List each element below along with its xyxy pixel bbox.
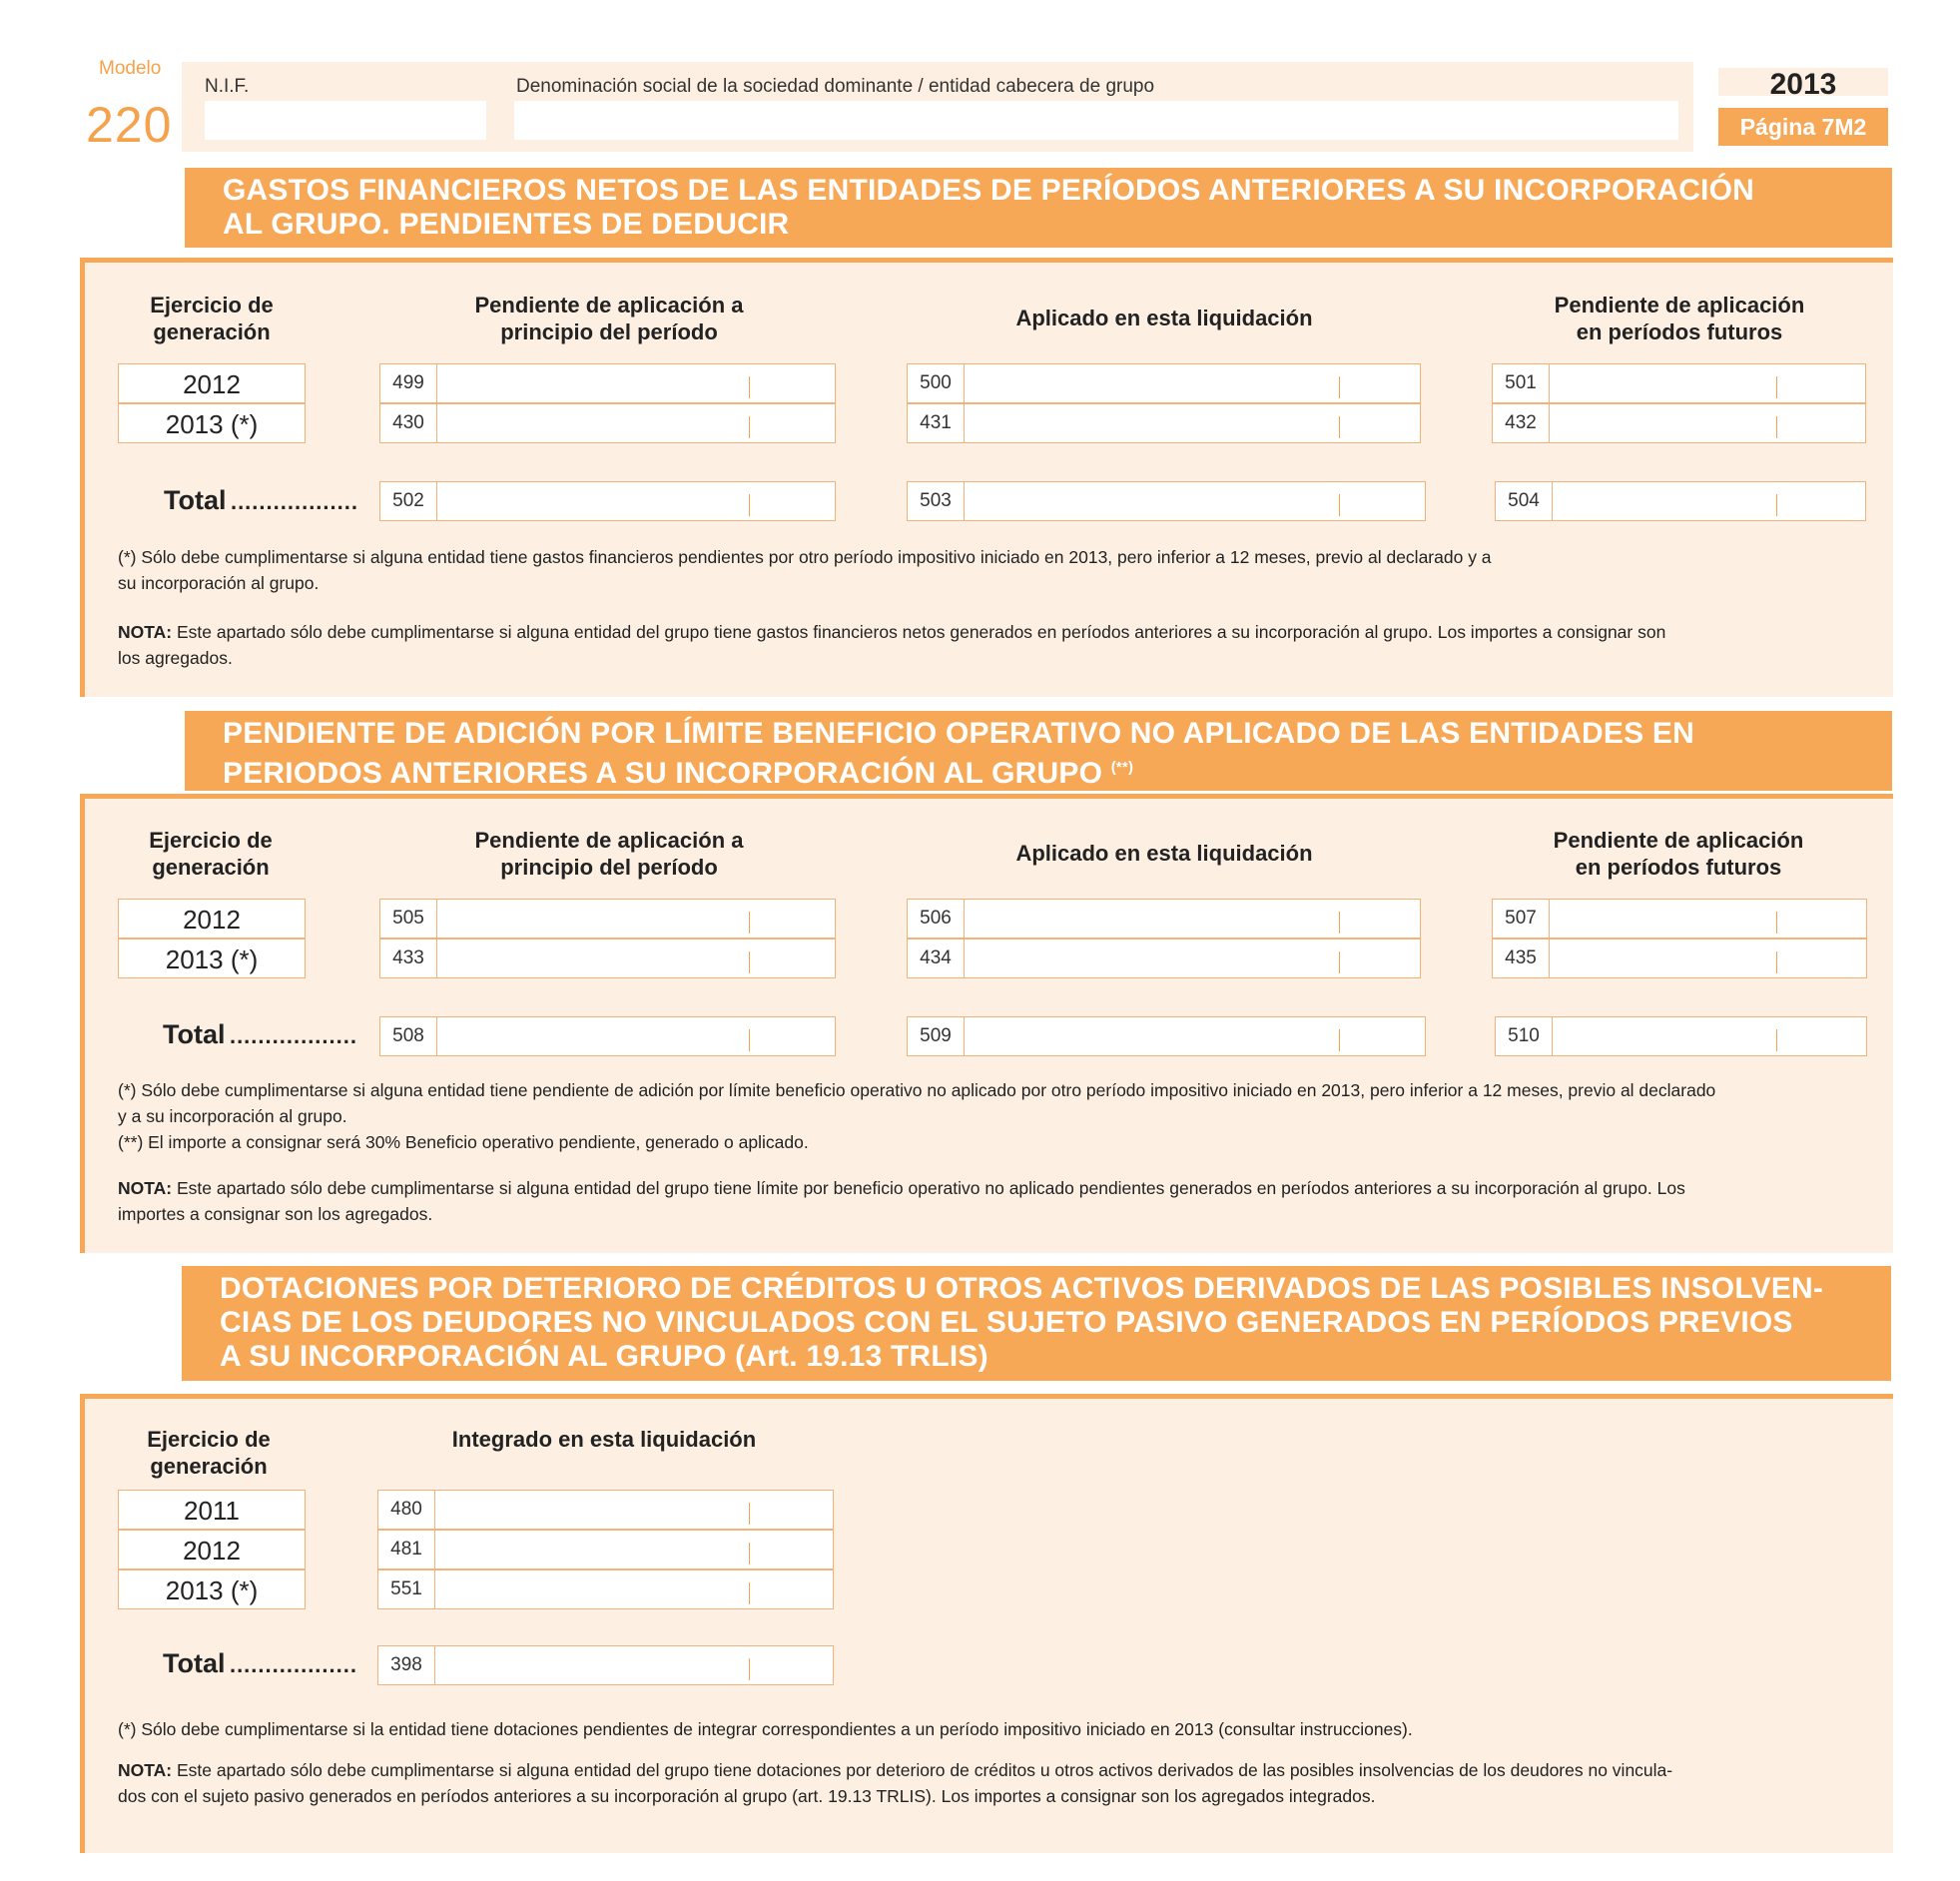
- s2-col-ejercicio: [117, 827, 305, 881]
- section2-title-line1: PENDIENTE DE ADICIÓN POR LÍMITE BENEFICIO OPERATIVO NO APLICADO DE LAS ENTIDADES EN: [223, 717, 1694, 750]
- s2-nota: [118, 1175, 1885, 1227]
- s3-col-ejercicio-2: generación: [150, 1454, 268, 1479]
- denominacion-field[interactable]: [514, 101, 1678, 140]
- s2-col-pendiente: [379, 827, 839, 881]
- s3-col-integrado: Integrado en esta liquidación: [451, 1427, 757, 1452]
- nota-label: NOTA:: [118, 1178, 173, 1198]
- s2-nota-line2: importes a consignar son los agregados.: [118, 1204, 433, 1224]
- s1-col-pendiente-1: Pendiente de aplicación a: [474, 293, 744, 317]
- s3-field-398[interactable]: [377, 1645, 834, 1685]
- s1-nota-line1: Este apartado sólo debe cumplimentarse si alguna entidad del grupo tiene gastos financieros netos generados en períodos anteriores a su incorporación al grupo. Los importes a consignar son: [172, 622, 1666, 642]
- field-code: 510: [1496, 1017, 1553, 1055]
- s3-field-480[interactable]: [377, 1490, 834, 1530]
- section2-title: [185, 711, 1892, 791]
- s3-nota-line1: Este apartado sólo debe cumplimentarse si alguna entidad del grupo tiene dotaciones por deterioro de créditos u otros activos derivados de las posibles insolvencias de los deudores no vincula-: [172, 1760, 1673, 1780]
- field-code: 501: [1493, 364, 1550, 402]
- s3-year-2013: 2013 (*): [118, 1569, 306, 1609]
- s2-footnote: [118, 1077, 1885, 1155]
- s3-nota: [118, 1757, 1885, 1809]
- total-dots: ..................: [230, 489, 358, 514]
- field-code: 434: [908, 940, 965, 977]
- s3-col-ejercicio-1: Ejercicio de: [147, 1427, 271, 1452]
- s1-col-ejercicio: [118, 292, 306, 345]
- field-code: 507: [1493, 900, 1550, 938]
- field-code: 431: [908, 404, 965, 442]
- s3-year-2012: 2012: [118, 1530, 306, 1569]
- section1-title-line1: GASTOS FINANCIEROS NETOS DE LAS ENTIDADES DE PERÍODOS ANTERIORES A SU INCORPORACIÓN: [223, 174, 1754, 207]
- s1-nota-line2: los agregados.: [118, 648, 233, 668]
- total-dots: ..................: [229, 1023, 357, 1048]
- section3-title-line3: A SU INCORPORACIÓN AL GRUPO (Art. 19.13 TRLIS): [220, 1340, 988, 1373]
- s2-total: [163, 1019, 357, 1050]
- field-code: 481: [378, 1531, 435, 1568]
- s2-col-ejercicio-2: generación: [152, 855, 270, 880]
- s1-col-futuros: [1493, 292, 1866, 345]
- s1-col-pendiente: [379, 292, 839, 345]
- s2-field-506[interactable]: [907, 899, 1421, 939]
- section2-title-line2-wrap: [223, 751, 1862, 791]
- s2-field-433[interactable]: [379, 939, 836, 978]
- s3-year-2011: 2011: [118, 1490, 306, 1530]
- s2-col-futuros-1: Pendiente de aplicación: [1553, 828, 1804, 853]
- modelo-label: Modelo: [99, 58, 162, 79]
- section3-title-line2: CIAS DE LOS DEUDORES NO VINCULADOS CON EL SUJETO PASIVO GENERADOS EN PERÍODOS PREVIOS: [220, 1306, 1793, 1339]
- s2-field-507[interactable]: [1492, 899, 1867, 939]
- field-code: 500: [908, 364, 965, 402]
- s2-col-futuros: [1492, 827, 1865, 881]
- s1-field-503[interactable]: [907, 481, 1426, 521]
- modelo-number: 220: [86, 97, 173, 153]
- page-box: Página 7M2: [1718, 108, 1888, 146]
- s3-footnote: (*) Sólo debe cumplimentarse si la entidad tiene dotaciones pendientes de integrar correspondientes a un período impositivo iniciado en 2013 (consultar instrucciones).: [118, 1719, 1413, 1739]
- s2-col-pendiente-1: Pendiente de aplicación a: [474, 828, 744, 853]
- field-code: 504: [1496, 482, 1553, 520]
- field-code: 509: [908, 1017, 965, 1055]
- s2-footnote2: (**) El importe a consignar será 30% Beneficio operativo pendiente, generado o aplicado.: [118, 1132, 809, 1152]
- field-code: 433: [380, 940, 437, 977]
- section1-title: [185, 168, 1892, 248]
- nota-label: NOTA:: [118, 622, 173, 642]
- header-panel: [182, 62, 1693, 152]
- field-code: 506: [908, 900, 965, 938]
- field-code: 398: [378, 1646, 435, 1684]
- s1-field-431[interactable]: [907, 403, 1421, 443]
- s2-footnote-line2: y a su incorporación al grupo.: [118, 1106, 347, 1126]
- s1-field-499[interactable]: [379, 363, 836, 403]
- field-code: 499: [380, 364, 437, 402]
- field-code: 505: [380, 900, 437, 938]
- field-code: 508: [380, 1017, 437, 1055]
- section2-title-sup: (**): [1110, 759, 1134, 776]
- s1-field-500[interactable]: [907, 363, 1421, 403]
- s1-year-2012: 2012: [118, 363, 306, 403]
- s2-col-aplicado: Aplicado en esta liquidación: [1015, 841, 1313, 866]
- s1-nota: [118, 619, 1875, 671]
- s1-col-futuros-2: en períodos futuros: [1576, 319, 1783, 344]
- field-code: 503: [908, 482, 965, 520]
- s2-field-435[interactable]: [1492, 939, 1867, 978]
- field-code: 502: [380, 482, 437, 520]
- field-code: 551: [378, 1570, 435, 1608]
- s3-col-ejercicio: [115, 1426, 303, 1480]
- s1-year-2013: 2013 (*): [118, 403, 306, 443]
- s2-col-futuros-2: en períodos futuros: [1575, 855, 1782, 880]
- denominacion-label: Denominación social de la sociedad dominante / entidad cabecera de grupo: [516, 76, 1155, 97]
- s2-field-505[interactable]: [379, 899, 836, 939]
- nif-label: N.I.F.: [205, 76, 250, 97]
- section3-title: [182, 1266, 1891, 1381]
- s2-field-510[interactable]: [1495, 1016, 1867, 1056]
- s2-nota-line1: Este apartado sólo debe cumplimentarse si alguna entidad del grupo tiene límite por beneficio operativo no aplicado pendientes generados en períodos anteriores a su incorporación al grupo. Los: [172, 1178, 1685, 1198]
- section1-title-line2: AL GRUPO. PENDIENTES DE DEDUCIR: [223, 208, 790, 241]
- s1-footnote: [118, 544, 1875, 596]
- section3-title-line1: DOTACIONES POR DETERIORO DE CRÉDITOS U OTROS ACTIVOS DERIVADOS DE LAS POSIBLES INSOLVEN-: [220, 1272, 1824, 1305]
- s2-col-ejercicio-1: Ejercicio de: [149, 828, 273, 853]
- field-code: 432: [1493, 404, 1550, 442]
- s1-col-ejercicio-1: Ejercicio de: [150, 293, 274, 317]
- s1-total: [164, 485, 358, 516]
- s3-field-481[interactable]: [377, 1530, 834, 1569]
- field-code: 435: [1493, 940, 1550, 977]
- section2-title-line2: PERIODOS ANTERIORES A SU INCORPORACIÓN AL GRUPO: [223, 757, 1103, 790]
- s1-footnote-line2: su incorporación al grupo.: [118, 573, 320, 593]
- total-dots: ..................: [229, 1652, 357, 1677]
- s1-col-futuros-1: Pendiente de aplicación: [1554, 293, 1805, 317]
- s2-col-pendiente-2: principio del período: [500, 855, 718, 880]
- s1-col-ejercicio-2: generación: [153, 319, 271, 344]
- s2-year-2013: 2013 (*): [118, 939, 306, 978]
- s1-footnote-line1: (*) Sólo debe cumplimentarse si alguna entidad tiene gastos financieros pendientes por otro período impositivo iniciado en 2013, pero inferior a 12 meses, previo al declarado y a: [118, 547, 1492, 567]
- s1-field-504[interactable]: [1495, 481, 1866, 521]
- s2-field-434[interactable]: [907, 939, 1421, 978]
- s3-total: [163, 1648, 357, 1679]
- nota-label: NOTA:: [118, 1760, 173, 1780]
- s1-field-432[interactable]: [1492, 403, 1866, 443]
- total-label: Total: [163, 1019, 226, 1049]
- total-label: Total: [164, 485, 227, 515]
- s2-year-2012: 2012: [118, 899, 306, 939]
- s2-field-509[interactable]: [907, 1016, 1426, 1056]
- s1-field-501[interactable]: [1492, 363, 1866, 403]
- year-box: 2013: [1718, 68, 1888, 96]
- s1-col-aplicado: Aplicado en esta liquidación: [1015, 306, 1313, 330]
- s1-col-pendiente-2: principio del período: [500, 319, 718, 344]
- s1-field-502[interactable]: [379, 481, 836, 521]
- s1-field-430[interactable]: [379, 403, 836, 443]
- s2-field-508[interactable]: [379, 1016, 836, 1056]
- total-label: Total: [163, 1648, 226, 1678]
- field-code: 480: [378, 1491, 435, 1529]
- nif-field[interactable]: [205, 101, 486, 140]
- s3-nota-line2: dos con el sujeto pasivo generados en períodos anteriores a su incorporación al grupo (art. 19.13 TRLIS). Los importes a consignar son los agregados integrados.: [118, 1786, 1376, 1806]
- s3-field-551[interactable]: [377, 1569, 834, 1609]
- field-code: 430: [380, 404, 437, 442]
- s2-footnote-line1: (*) Sólo debe cumplimentarse si alguna entidad tiene pendiente de adición por límite beneficio operativo no aplicado por otro período impositivo iniciado en 2013, pero inferior a 12 meses, previo al declarado: [118, 1080, 1716, 1100]
